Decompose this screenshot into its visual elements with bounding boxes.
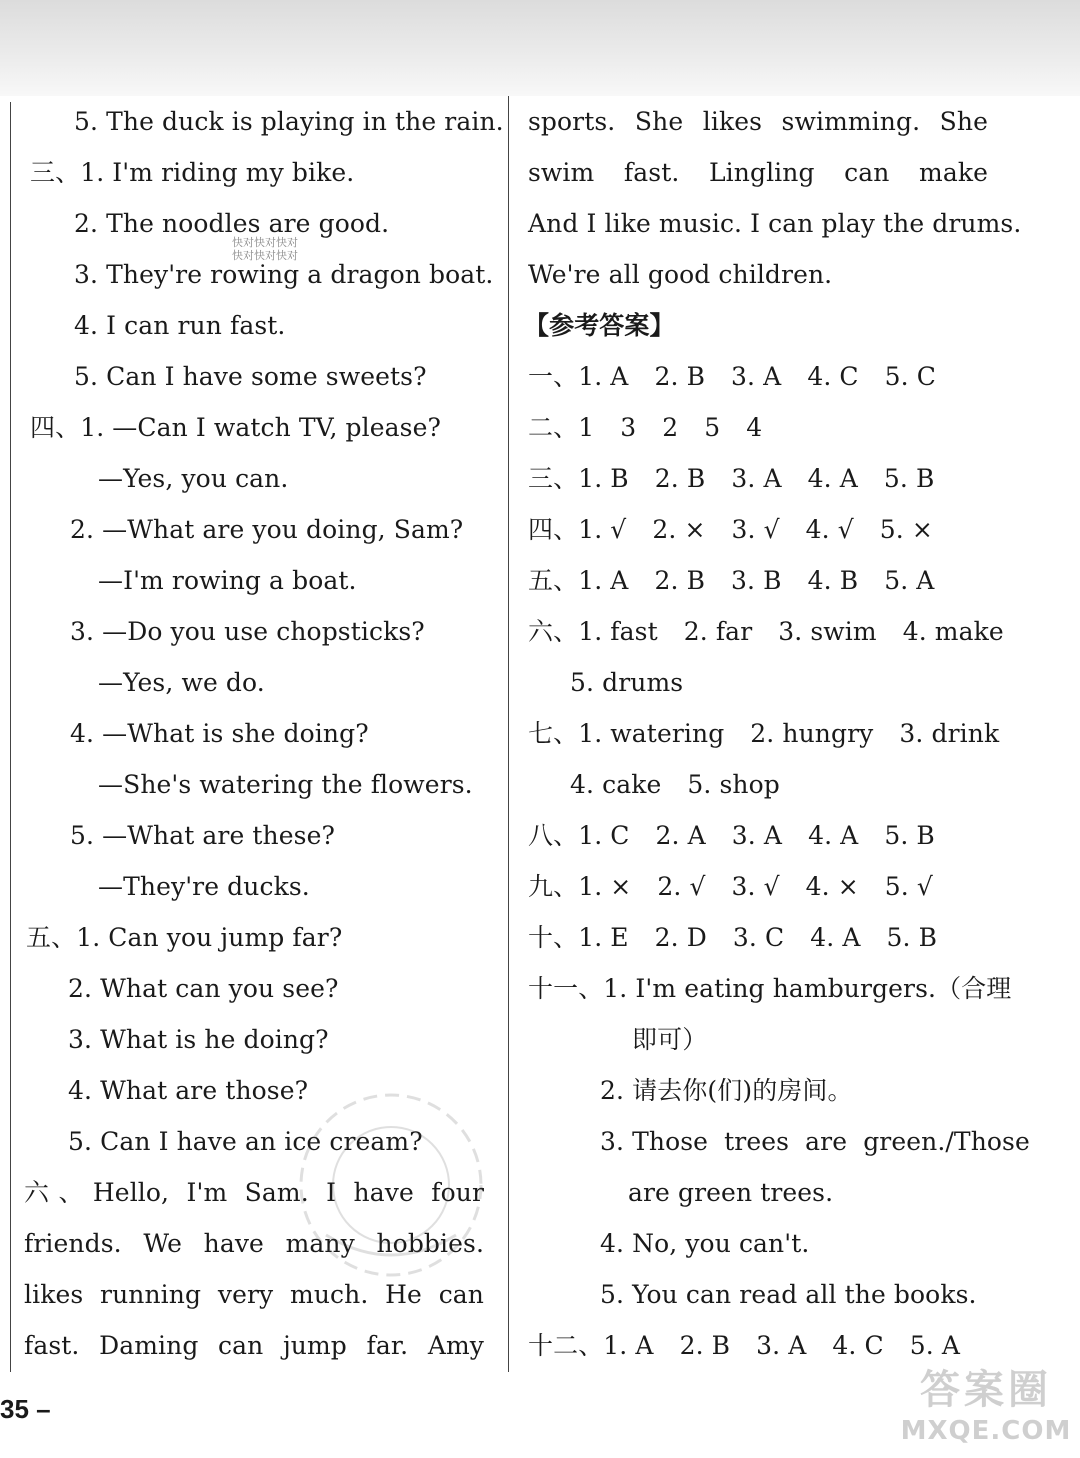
answer-item: 4. × — [805, 872, 859, 901]
right-line: And I like music. I can play the drums. — [528, 209, 1022, 238]
answer-row — [528, 1320, 960, 1371]
answer-row — [528, 912, 937, 963]
answer-item: 5. drums — [570, 668, 684, 697]
left-line: 六、Hello, I'm Sam. I have four — [24, 1178, 484, 1207]
answer-item: 2 — [662, 413, 679, 442]
answer-item: 五、1. A — [528, 566, 629, 595]
answer-item: 2. B — [654, 464, 706, 493]
answer-item: 四、1. √ — [528, 515, 627, 544]
left-line: 5. Can I have some sweets? — [74, 362, 427, 391]
answer-item: 3. A — [731, 464, 782, 493]
answer-item: 5. C — [884, 362, 936, 391]
answer-row — [528, 351, 936, 402]
left-line: —They're ducks. — [98, 872, 310, 901]
left-line: 2. The noodles are good. — [74, 209, 390, 238]
answer-item: 3. C — [732, 923, 785, 952]
left-line: likes running very much. He can — [24, 1280, 484, 1309]
answer-item: 2. B — [679, 1331, 731, 1360]
answer-item: 一、1. A — [528, 362, 629, 391]
left-line: fast. Daming can jump far. Amy — [24, 1331, 484, 1360]
answer-item: 5 — [704, 413, 721, 442]
left-line: —I'm rowing a boat. — [98, 566, 357, 595]
answer-item: 4. No, you can't. — [600, 1229, 810, 1258]
watermark-stamp-line: 快对快对快对 — [232, 236, 298, 249]
answer-row — [528, 453, 934, 504]
answer-item: 即可） — [632, 1025, 708, 1054]
answer-item: 4. A — [808, 821, 859, 850]
answer-row — [528, 555, 934, 606]
left-line: 5. The duck is playing in the rain. — [74, 107, 504, 136]
answer-item: 2. √ — [657, 872, 706, 901]
answer-item: 5. × — [879, 515, 933, 544]
answer-item: 二、1 — [528, 413, 595, 442]
answer-item: 5. B — [886, 923, 938, 952]
left-line: —Yes, you can. — [98, 464, 289, 493]
left-line: 4. I can run fast. — [74, 311, 286, 340]
answer-item: 2. × — [652, 515, 706, 544]
site-watermark — [896, 1366, 1076, 1454]
answer-item: are green trees. — [628, 1178, 834, 1207]
answer-item: 4. A — [807, 464, 858, 493]
answer-item: 5. A — [884, 566, 935, 595]
left-line: 2. What can you see? — [68, 974, 339, 1003]
left-line: 4. —What is she doing? — [70, 719, 369, 748]
answer-item: 2. B — [654, 362, 706, 391]
answer-item: 5. B — [883, 464, 935, 493]
column-divider — [508, 96, 509, 1372]
answer-item: 2. A — [655, 821, 706, 850]
answer-item: 3. swim — [778, 617, 877, 646]
answer-item: 十一、1. I'm eating hamburgers.（合理 — [528, 974, 1012, 1003]
answer-item: 4. make — [902, 617, 1004, 646]
site-watermark-url: MXQE.COM — [900, 1416, 1072, 1446]
answer-item: 2. D — [654, 923, 707, 952]
left-margin-rule — [10, 102, 11, 1372]
answer-row — [570, 759, 780, 810]
left-line: 三、1. I'm riding my bike. — [30, 158, 355, 187]
answer-item: 3. A — [731, 362, 782, 391]
answer-row — [528, 708, 999, 759]
answer-key-heading: 【参考答案】 — [524, 311, 675, 340]
answer-item: 4 — [746, 413, 763, 442]
answer-item: 5. B — [884, 821, 935, 850]
answer-item: 2. B — [654, 566, 706, 595]
left-line: —She's watering the flowers. — [98, 770, 473, 799]
left-line: 3. They're rowing a dragon boat. — [74, 260, 494, 289]
answer-item: 3. B — [731, 566, 782, 595]
left-line: 3. What is he doing? — [68, 1025, 329, 1054]
answer-item: 六、1. fast — [528, 617, 658, 646]
left-line: 五、1. Can you jump far? — [26, 923, 343, 952]
answer-item: 5. A — [909, 1331, 960, 1360]
right-line: sports. She likes swimming. She — [528, 107, 988, 136]
answer-row — [528, 861, 933, 912]
right-line: We're all good children. — [528, 260, 833, 289]
left-line: 4. What are those? — [68, 1076, 309, 1105]
answer-item: 4. C — [807, 362, 859, 391]
answer-item: 5. √ — [884, 872, 933, 901]
answer-item: 4. C — [832, 1331, 884, 1360]
answer-item: 七、1. watering — [528, 719, 725, 748]
answer-item: 5. shop — [687, 770, 780, 799]
answer-item: 3. Those trees are green./Those — [600, 1127, 1030, 1156]
answer-item: 4. cake — [570, 770, 662, 799]
scan-top-shadow — [0, 0, 1080, 96]
answer-item: 4. √ — [805, 515, 854, 544]
left-line: —Yes, we do. — [98, 668, 265, 697]
answer-row — [528, 606, 1004, 657]
answer-item: 4. A — [810, 923, 861, 952]
answer-item: 2. 请去你(们)的房间。 — [600, 1076, 853, 1105]
answer-item: 十二、1. A — [528, 1331, 654, 1360]
left-line: friends. We have many hobbies. — [24, 1229, 484, 1258]
answer-item: 3. A — [756, 1331, 807, 1360]
answer-item: 3 — [620, 413, 637, 442]
answer-row — [528, 810, 935, 861]
left-line: 3. —Do you use chopsticks? — [70, 617, 425, 646]
left-line: 5. —What are these? — [70, 821, 335, 850]
answer-item: 八、1. C — [528, 821, 630, 850]
answer-item: 三、1. B — [528, 464, 629, 493]
answer-item: 3. √ — [731, 872, 780, 901]
answer-item: 九、1. × — [528, 872, 632, 901]
left-line: 四、1. —Can I watch TV, please? — [30, 413, 441, 442]
answer-item: 5. You can read all the books. — [600, 1280, 977, 1309]
answer-item: 4. B — [807, 566, 859, 595]
watermark-logo-icon — [286, 1085, 496, 1285]
left-line: 5. Can I have an ice cream? — [68, 1127, 423, 1156]
page-number: 35 – — [0, 1394, 51, 1424]
answer-row — [528, 504, 933, 555]
answer-item: 3. √ — [731, 515, 780, 544]
right-line: swim fast. Lingling can make — [528, 158, 988, 187]
answer-item: 2. hungry — [750, 719, 874, 748]
answer-item: 十、1. E — [528, 923, 629, 952]
answer-item: 2. far — [683, 617, 753, 646]
site-watermark-title: 答案圈 — [920, 1367, 1052, 1413]
watermark-stamp — [232, 236, 298, 262]
answer-item: 3. A — [731, 821, 783, 850]
watermark-stamp-line: 快对快对快对 — [232, 249, 298, 262]
left-line: 2. —What are you doing, Sam? — [70, 515, 464, 544]
answer-row — [528, 402, 762, 453]
answer-item: 3. drink — [899, 719, 1000, 748]
